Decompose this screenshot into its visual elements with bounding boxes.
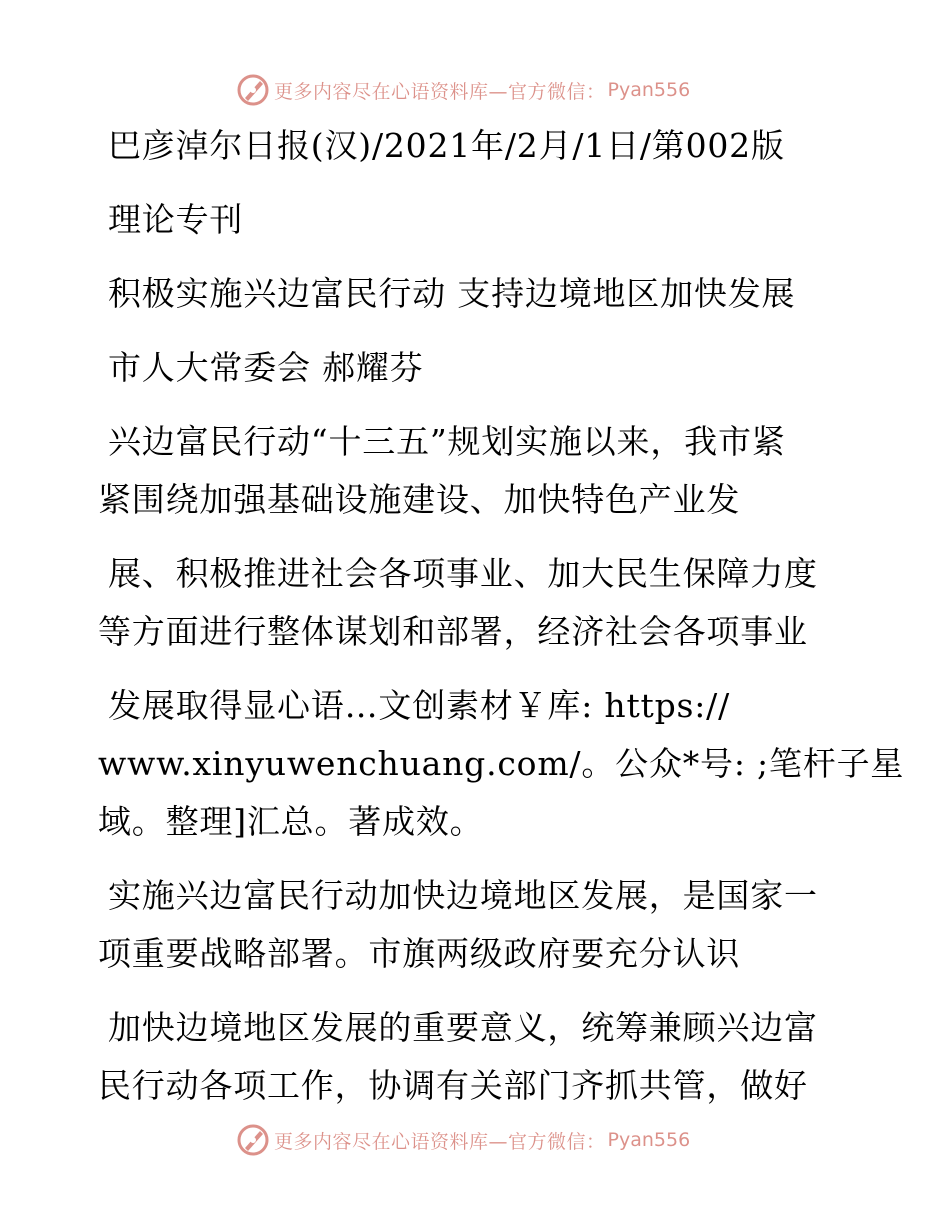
article-title: 积极实施兴边富民行动 支持边境地区加快发展	[108, 274, 796, 313]
watermark-contact: Pyan556	[607, 1129, 691, 1151]
publication-line: 巴彦淖尔日报(汉)/2021年/2月/1日/第002版	[108, 126, 785, 165]
logo-pen-icon	[236, 1123, 270, 1157]
article-author: 市人大常委会 郝耀芬	[108, 348, 424, 387]
watermark-header	[236, 72, 690, 108]
paragraph-line: 民行动各项工作，协调有关部门齐抓共管，做好	[98, 1066, 808, 1105]
watermark-text: 更多内容尽在心语资料库—官方微信：	[274, 1130, 606, 1153]
paragraph-line: 域。整理]汇总。著成效。	[98, 802, 484, 841]
paragraph-line: 紧围绕加强基础设施建设、加快特色产业发	[98, 480, 741, 519]
paragraph-line: 项重要战略部署。市旗两级政府要充分认识	[98, 934, 741, 973]
watermark-contact: Pyan556	[607, 79, 691, 101]
watermark-text: 更多内容尽在心语资料库—官方微信：	[274, 80, 606, 103]
section-label: 理论专刊	[108, 200, 244, 239]
paragraph-line: 兴边富民行动“十三五”规划实施以来，我市紧	[108, 422, 786, 461]
paragraph-line: 展、积极推进社会各项事业、加大民生保障力度	[108, 554, 818, 593]
paragraph-line: 实施兴边富民行动加快边境地区发展，是国家一	[108, 876, 818, 915]
paragraph-line: 等方面进行整体谋划和部署，经济社会各项事业	[98, 612, 808, 651]
paragraph-line: 发展取得显心语…文创素材￥库: https://	[108, 686, 730, 725]
paragraph-line: 加快边境地区发展的重要意义，统筹兼顾兴边富	[108, 1008, 818, 1047]
paragraph-line: www.xinyuwenchuang.com/。公众*号: ;笔杆子星	[98, 744, 905, 783]
logo-pen-icon	[236, 73, 270, 107]
watermark-footer	[236, 1122, 690, 1158]
